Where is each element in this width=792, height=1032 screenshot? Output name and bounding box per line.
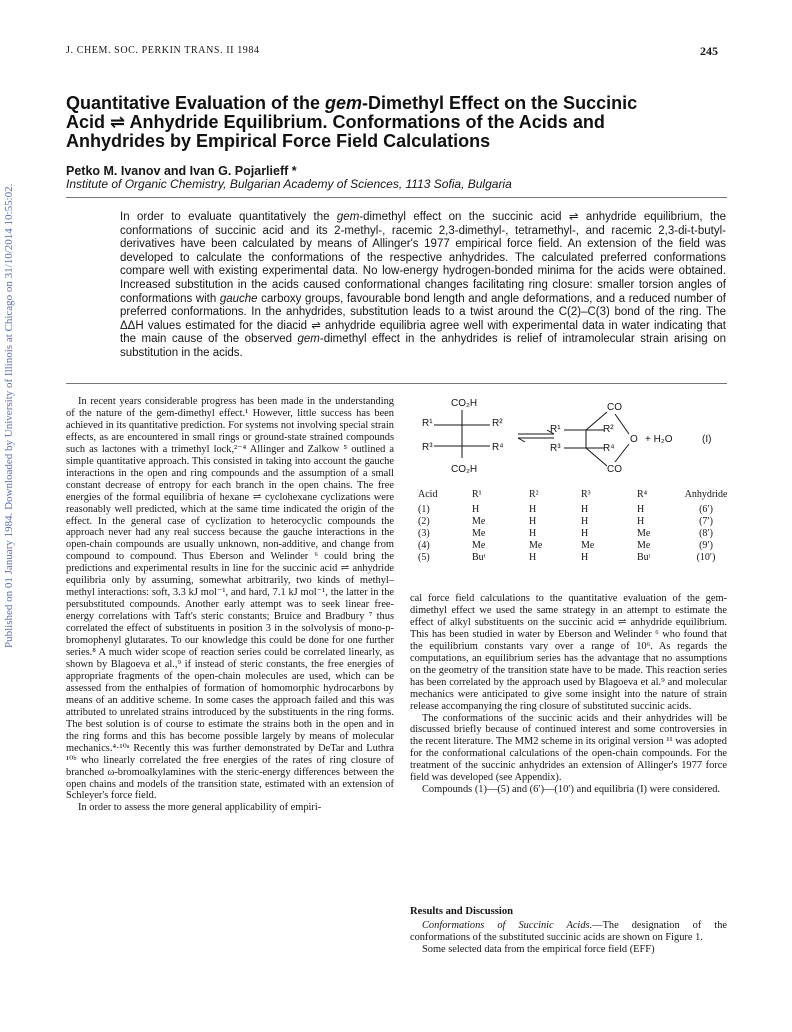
body-right-column <box>410 593 727 796</box>
table-cell: Me <box>472 516 486 527</box>
ring-oxygen: O <box>630 434 638 445</box>
anhydride-top-carbonyl: CO <box>607 402 622 413</box>
table-cell: (8′) <box>699 528 713 539</box>
divider-abstract <box>66 383 727 384</box>
download-note[interactable]: Published on 01 January 1984. Downloaded by University of Illinois at Chicago on 31/10/2014 10:55:02. <box>3 184 15 649</box>
anhydride-bottom-carbonyl: CO <box>607 464 622 475</box>
table-cell: H <box>581 516 589 527</box>
abstract-em3: gem <box>297 333 320 346</box>
table-cell: (1) <box>418 504 430 515</box>
abstract <box>120 211 726 361</box>
body-left-column <box>66 396 394 814</box>
table-cell: Me <box>637 528 651 539</box>
section-heading: Results and Discussion <box>410 906 514 917</box>
table-header-cell: Acid <box>418 489 438 500</box>
table-cell: Me <box>637 540 651 551</box>
table-row <box>418 528 731 540</box>
table-cell: (9′) <box>699 540 713 551</box>
acid-r2: R² <box>492 418 503 429</box>
anhydride-r4: R⁴ <box>603 443 615 454</box>
acid-top-group: CO₂H <box>451 398 478 409</box>
results-section <box>410 906 727 956</box>
table-cell: H <box>529 504 537 515</box>
table-cell: (10′) <box>696 552 716 563</box>
table-cell: H <box>529 528 537 539</box>
article-title <box>66 94 746 151</box>
table-cell: Me <box>581 540 595 551</box>
table-cell: (2) <box>418 516 430 527</box>
title-line2-pre: Acid <box>66 112 106 132</box>
table-cell: H <box>581 504 589 515</box>
body-paragraph: Some selected data from the empirical force field (EFF) <box>422 943 655 955</box>
table-cell: (3) <box>418 528 430 539</box>
substituent-table <box>418 489 731 564</box>
abstract-part3: carboxy groups, favourable bond length and angle deformations, and a reduced number of preferred conformations. In the anhydrides, substitution leads to a twist around the C(2)–C(3) bond of the ring. The ΔΔH values estimated for the diacid ⇌ anhydride equilibria agree well with experimental data in water indicating that the main cause of the observed <box>120 292 726 346</box>
title-gem: gem <box>325 93 363 113</box>
body-paragraph <box>410 920 727 944</box>
table-row <box>418 540 731 552</box>
table-cell: H <box>529 516 537 527</box>
table-row <box>418 552 731 564</box>
table-cell: H <box>581 552 589 563</box>
table-cell: (7′) <box>699 516 713 527</box>
table-cell: H <box>637 504 645 515</box>
title-line3: Anhydrides by Empirical Force Field Calculations <box>66 131 491 151</box>
table-header-cell: R⁴ <box>637 489 648 500</box>
table-cell: (6′) <box>699 504 713 515</box>
table-row <box>418 516 731 528</box>
authors: Petko M. Ivanov and Ivan G. Pojarlieff * <box>66 164 297 178</box>
anhydride-r1: R¹ <box>550 424 561 435</box>
results-text: —The designation of the conformations of the substituted succinic acids are shown on Figure 1. <box>410 919 728 943</box>
anhydride-r2: R² <box>603 424 614 435</box>
table-cell: Buᵗ <box>637 552 651 563</box>
acid-r4: R⁴ <box>492 442 504 453</box>
subsection-title: Conformations of Succinic Acids. <box>422 919 593 931</box>
table-cell: H <box>529 552 537 563</box>
equilibrium-arrow: ⇌ <box>110 112 126 132</box>
table-cell: Me <box>472 528 486 539</box>
table-cell: Me <box>529 540 543 551</box>
table-header-cell: R¹ <box>472 489 482 500</box>
table-cell: Me <box>472 540 486 551</box>
abstract-part2: -dimethyl effect on the succinic acid ⇌ anhydride equilibrium, the conformations of succinic acid and its 2-methyl-, racemic 2,3-dimethyl-, tetramethyl-, and racemic 2,3-di-t-butyl-derivatives have been calculated by means of Allinger's 1977 empirical force field. An extension of the field was developed to calculate the conformations of the respective anhydrides. The calculated preferred conformations compare well with existing experimental data. No low-energy hydrogen-bonded minima for the acids were obtained. Increased substitution in the acids caused conformational changes facilitating ring closure: smaller torsion angles of conformations with <box>120 211 726 305</box>
table-cell: (5) <box>418 552 430 563</box>
table-header-cell: R³ <box>581 489 591 500</box>
table-header-cell: Anhydride <box>684 489 728 500</box>
body-paragraph: In order to assess the more general applicability of empiri- <box>78 802 322 814</box>
anhydride-r3: R³ <box>550 443 561 454</box>
title-line1-post: -Dimethyl Effect on the Succinic <box>362 93 638 113</box>
table-cell: H <box>472 504 480 515</box>
title-line2-post: Anhydride Equilibrium. Conformations of the Acids and <box>129 112 605 132</box>
table-cell: H <box>581 528 589 539</box>
table-header-row <box>418 489 731 504</box>
body-paragraph: Compounds (1)—(5) and (6′)—(10′) and equilibria (I) were considered. <box>422 784 720 796</box>
journal-header: J. CHEM. SOC. PERKIN TRANS. II 1984 <box>66 45 260 56</box>
table-row <box>418 504 731 516</box>
abstract-part4: -dimethyl effect in the anhydrides is relief of intramolecular strain arising on substitution in the acids. <box>120 333 726 359</box>
page-number: 245 <box>700 44 718 58</box>
body-paragraph: The conformations of the succinic acids and their anhydrides will be discussed briefly because of continued interest and some controversies in the recent literature. The MM2 scheme in its original version ¹¹ was adopted for the conformational calculations of the open-chain compounds. For the treatment of the succinic anhydrides an extension of Allinger's 1977 force field was developed (see Appendix). <box>410 712 727 784</box>
acid-r3: R³ <box>422 442 433 453</box>
reaction-scheme <box>404 394 734 486</box>
abstract-em1: gem <box>336 211 360 223</box>
equilibrium-label: (I) <box>702 434 712 445</box>
abstract-part1: In order to evaluate quantitatively the <box>120 211 337 223</box>
table-header-cell: R² <box>529 489 539 500</box>
body-paragraph: cal force field calculations to the quantitative evaluation of the gem-dimethyl effect we used the same strategy in an attempt to estimate the effect of alkyl substituents on the succinic acid ⇌ anhydride equilibrium. This has been studied in water by Eberson and Welinder ⁶ who found that the equilibrium constants vary over a range of 10⁶. As regards the computations, an equilibrium series has the advantage that no assumptions on the geometry of the transition state have to be made. This reaction series has been correlated by the approach used by Blagoeva et al.⁹ and molecular mechanics were anticipated to give some insight into the nature of strain release accompanying the ring closure of substituted succinic acids. <box>410 593 727 712</box>
body-paragraph: In recent years considerable progress has been made in the understanding of the nature of the gem-dimethyl effect.¹ However, little success has been achieved in its quantitative prediction. For systems not involving special strain effects, as are encountered in small rings or ground-state strained compounds such as lactones with a trimethyl lock,²⁻⁴ Allinger and Zalkow ⁵ outlined a simple quantitative approach. This consisted in taking into account the gauche interactions in the open and ring compounds and the assumption of a small constant decrease of entropy for each branch in the open chains. The free energies of the formal equilibria of hexane ⇌ cyclohexane cyclizations were reasonably well predicted, which at the same time indicated the origin of the effect. In the general case of cyclization to heterocyclic compounds the approach never had any real success because the gauche interactions in the open-chain compounds are usually unknown, non-additive, and change from compound to compound. Thus Eberson and Welinder ⁶ could bring the predictions and experimental results in line for the succinic acid ⇌ anhydride equilibria only by assuming, somewhat arbitrarily, two kinds of methyl–methyl interactions: soft, 3.3 kJ mol⁻¹, and hard, 7.1 kJ mol⁻¹, the latter in the persubstituted compounds. Another early attempt was to seek linear free-energy correlations with Taft's steric constants; Bruice and Bradbury ⁷ thus correlated the effect of substituents in position 3 in the solvolysis of mono-p-bromophenyl glutarates. To our knowledge this could be done for one further series.⁸ A much wider scope of reaction series could be correlated linearly, as shown by Blagoeva et al.,⁹ if instead of steric constants, the free energies of appropriate fragments of the open-chain molecules are used, which can be assessed from the enthalpies of formation of homomorphic hydrocarbons by means of an additive scheme. In some cases the approach failed and this was attributed to unrelated strains introduced by the substituents in the ring forms. The best solution is of course to estimate the strains both in the open and in the ring forms and this has become possible largely by means of molecular mechanics.⁴·¹⁰ᵃ Recently this was further demonstrated by DeTar and Luthra ¹⁰ᵇ who linearly correlated the free energies of the rates of ring closure of branched ω-bromoalkylamines with the steric-energy differences between the open chains and models of the transition state, estimated with an extension of Schleyer's force field. <box>66 396 394 802</box>
water-product: + H₂O <box>645 434 673 445</box>
institution: Institute of Organic Chemistry, Bulgarian Academy of Sciences, 1113 Sofia, Bulgaria <box>66 177 512 191</box>
acid-r1: R¹ <box>422 418 433 429</box>
table-cell: H <box>637 516 645 527</box>
divider-top <box>66 197 727 198</box>
table-cell: Buᵗ <box>472 552 486 563</box>
table-cell: (4) <box>418 540 430 551</box>
title-line1-pre: Quantitative Evaluation of the <box>66 93 326 113</box>
acid-bottom-group: CO₂H <box>451 464 478 475</box>
abstract-em2: gauche <box>219 292 258 305</box>
